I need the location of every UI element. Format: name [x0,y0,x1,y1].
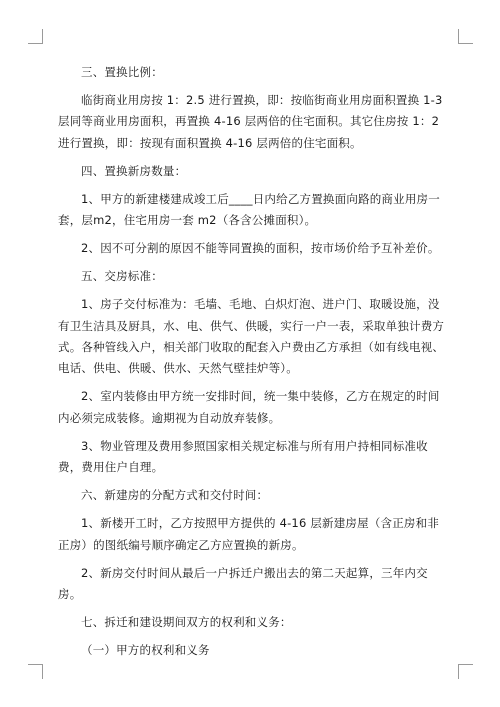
crop-mark-bottom-right [458,664,473,679]
paragraph-standard-3: 3、物业管理及费用参照国家相关规定标准与所有用户持相同标准收费，费用住户自理。 [58,438,428,475]
section-heading-exchange-ratio: 三、置换比例： [81,65,163,79]
subsection-heading-party-a: （一）甲方的权利和义务 [81,643,210,658]
paragraph-allocation-2: 2、新房交付时间从最后一户拆迁户搬出去的第二天起算，三年内交房。 [58,565,428,602]
document-body [58,62,448,668]
paragraph-exchange-ratio: 临街商业用房按 1：2.5 进行置换，即：按临街商业用房面积置换 1-3 层同等商业用房面积，再置换 4-16 层两倍的住宅面积。其它住房按 1：2 进行置换，即：按现有面积置换 4-16 层两倍的住宅面积。 [58,93,443,150]
crop-mark-top-left [28,29,43,44]
crop-mark-top-right [458,29,473,44]
paragraph-standard-1: 1、房子交付标准为：毛墙、毛地、白炽灯泡、进户门、取暖设施，没有卫生洁具及厨具，水、电、供气、供暖，实行一户一表，采取单独计费方式。各种管线入户，相关部门收取的配套入户费由乙方承担（如有线电视、电话、供电、供暖、供水、天然气壁挂炉等）。 [58,297,445,376]
section-heading-delivery-standard: 五、交房标准： [81,269,163,284]
crop-mark-bottom-left [28,664,43,679]
paragraph-quantity-1: 1、甲方的新建楼建成竣工后____日内给乙方置换面向路的商业用房一套，层m2，住宅用房一套 m2（各含公摊面积）。 [58,191,440,228]
section-heading-allocation: 六、新建房的分配方式和交付时间： [81,488,269,503]
section-heading-new-house-quantity: 四、置换新房数量： [81,163,187,178]
paragraph-allocation-1: 1、新楼开工时，乙方按照甲方提供的 4-16 层新建房屋（含正房和非正房）的图纸编号顺序确定乙方应置换的新房。 [58,516,440,552]
paragraph-quantity-2: 2、因不可分割的原因不能等同置换的面积，按市场价给予互补差价。 [81,241,440,256]
paragraph-standard-2: 2、室内装修由甲方统一安排时间，统一集中装修，乙方在规定的时间内必须完成装修。逾期视为自动放弃装修。 [58,389,440,425]
section-heading-rights-obligations: 七、拆迁和建设期间双方的权利和义务： [81,615,292,630]
